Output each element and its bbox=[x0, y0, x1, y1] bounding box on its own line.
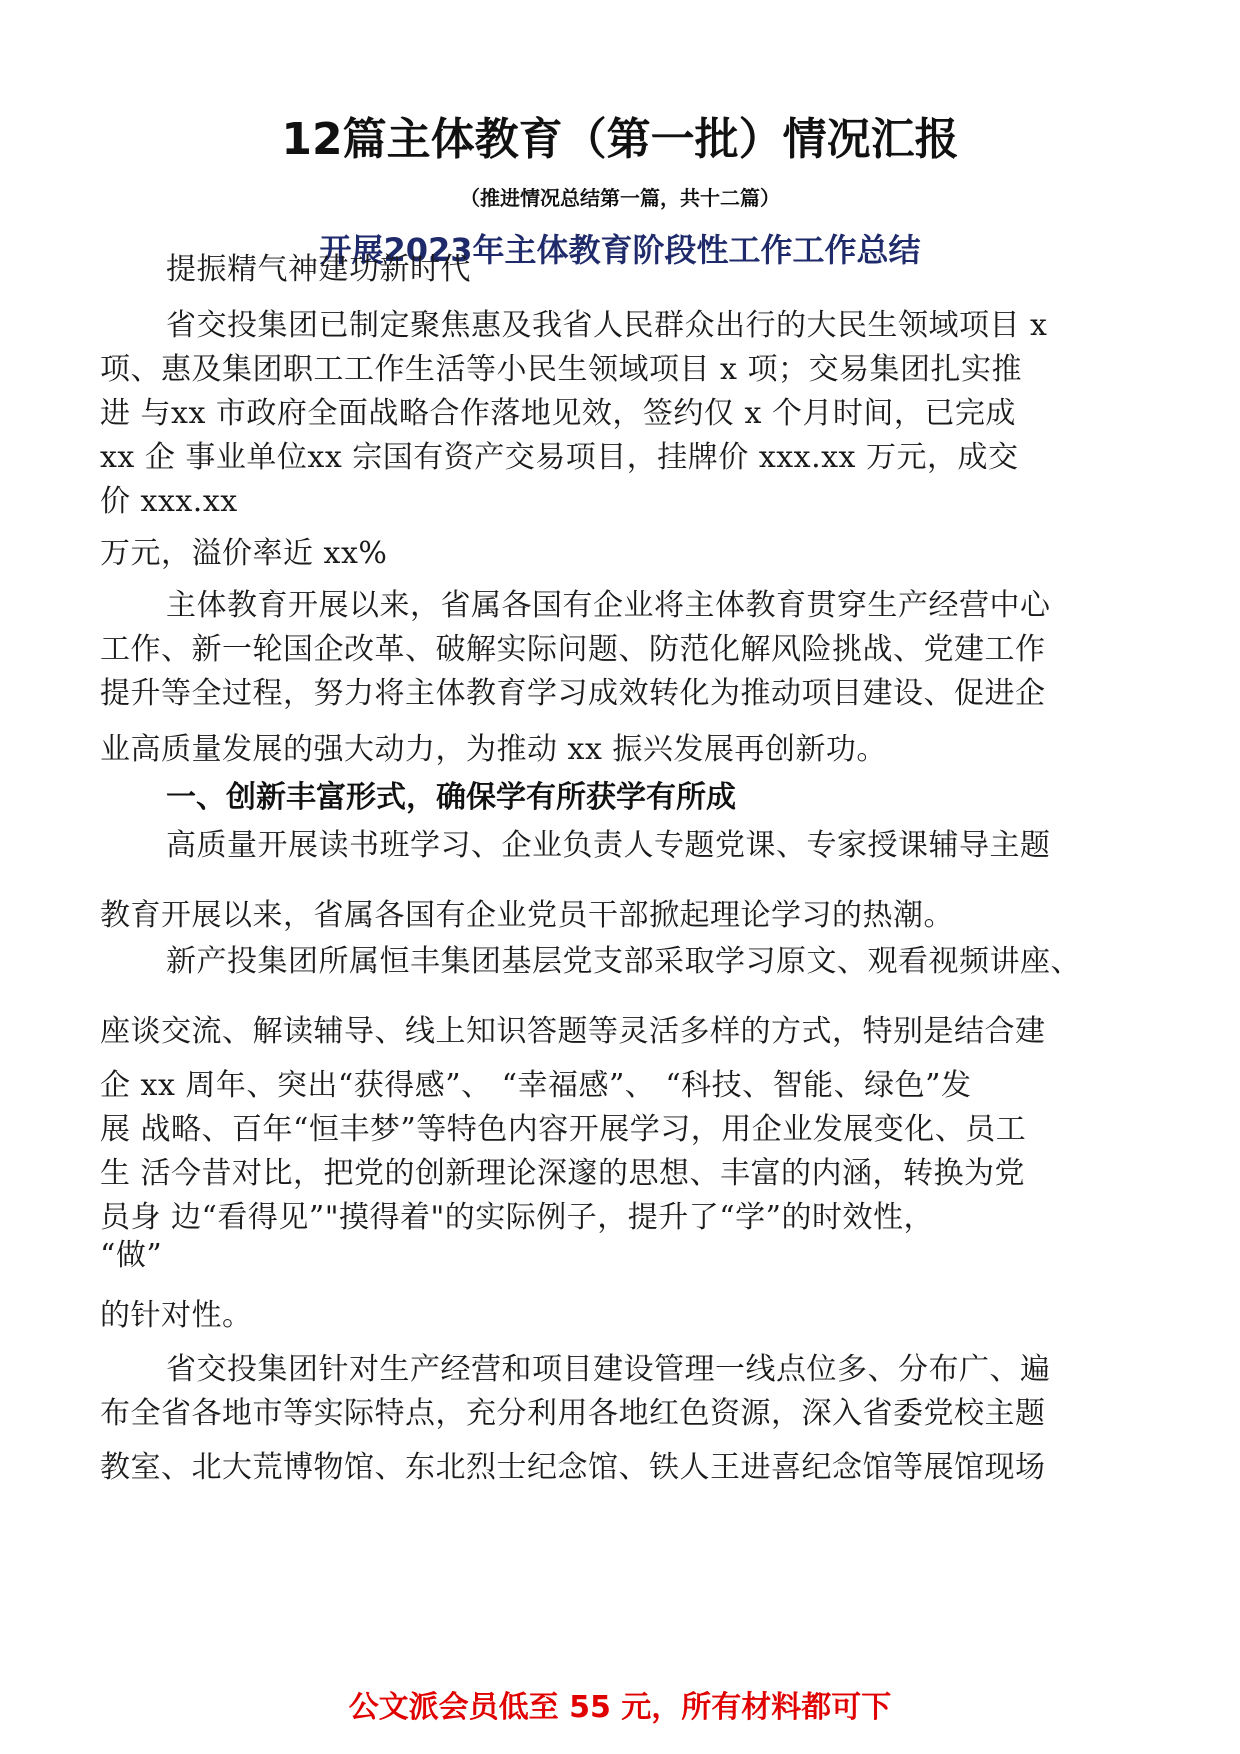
body-line: xx 企 事业单位xx 宗国有资产交易项目，挂牌价 xxx.xx 万元，成交 bbox=[100, 440, 1019, 475]
body-line: 员身 边“看得见”"摸得着"的实际例子，提升了“学”的时效性， bbox=[100, 1200, 934, 1235]
promo-banner: 公文派会员低至 55 元，所有材料都可下 bbox=[348, 1690, 892, 1725]
body-line: “做” bbox=[100, 1238, 163, 1273]
document-title: 12篇主体教育（第一批）情况汇报 bbox=[281, 114, 959, 165]
body-line: 提升等全过程，努力将主体教育学习成效转化为推动项目建设、促进企 bbox=[100, 676, 1046, 711]
body-line: 生 活今昔对比，把党的创新理论深邃的思想、丰富的内涵，转换为党 bbox=[100, 1156, 1026, 1191]
body-line: 省交投集团针对生产经营和项目建设管理一线点位多、分布广、遍 bbox=[166, 1352, 1051, 1387]
section-heading: 一、创新丰富形式，确保学有所获学有所成 bbox=[166, 780, 736, 815]
body-line: 展 战略、百年“恒丰梦”等特色内容开展学习，用企业发展变化、员工 bbox=[100, 1112, 1027, 1147]
body-line: 座谈交流、解读辅导、线上知识答题等灵活多样的方式，特别是结合建 bbox=[100, 1014, 1046, 1049]
body-line: 高质量开展读书班学习、企业负责人专题党课、专家授课辅导主题 bbox=[166, 828, 1051, 863]
body-line: 主体教育开展以来，省属各国有企业将主体教育贯穿生产经营中心 bbox=[166, 588, 1051, 623]
body-line: 业高质量发展的强大动力，为推动 xx 振兴发展再创新功。 bbox=[100, 732, 887, 767]
body-line: 万元，溢价率近 xx% bbox=[100, 536, 388, 571]
body-line: 的针对性。 bbox=[100, 1298, 253, 1333]
body-line: 教室、北大荒博物馆、东北烈士纪念馆、铁人王进喜纪念馆等展馆现场 bbox=[100, 1450, 1046, 1485]
article-heading: 开展2023年主体教育阶段性工作工作总结 bbox=[319, 231, 921, 269]
body-line: 项、惠及集团职工工作生活等小民生领域项目 x 项；交易集团扎实推 bbox=[100, 352, 1022, 387]
document-subtitle: （推进情况总结第一篇，共十二篇） bbox=[460, 186, 780, 210]
slogan-line: 提振精气神建功新时代 bbox=[166, 252, 471, 287]
body-line: 价 xxx.xx bbox=[100, 484, 238, 519]
body-line: 布全省各地市等实际特点，充分利用各地红色资源，深入省委党校主题 bbox=[100, 1396, 1046, 1431]
body-line: 工作、新一轮国企改革、破解实际问题、防范化解风险挑战、党建工作 bbox=[100, 632, 1046, 667]
body-line: 新产投集团所属恒丰集团基层党支部采取学习原文、观看视频讲座、 bbox=[166, 944, 1081, 979]
body-line: 教育开展以来，省属各国有企业党员干部掀起理论学习的热潮。 bbox=[100, 898, 954, 933]
body-line: 进 与xx 市政府全面战略合作落地见效，签约仅 x 个月时间，已完成 bbox=[100, 396, 1016, 431]
body-line: 企 xx 周年、突出“获得感”、 “幸福感”、 “科技、智能、绿色”发 bbox=[100, 1068, 972, 1103]
body-line: 省交投集团已制定聚焦惠及我省人民群众出行的大民生领域项目 x bbox=[166, 308, 1048, 343]
